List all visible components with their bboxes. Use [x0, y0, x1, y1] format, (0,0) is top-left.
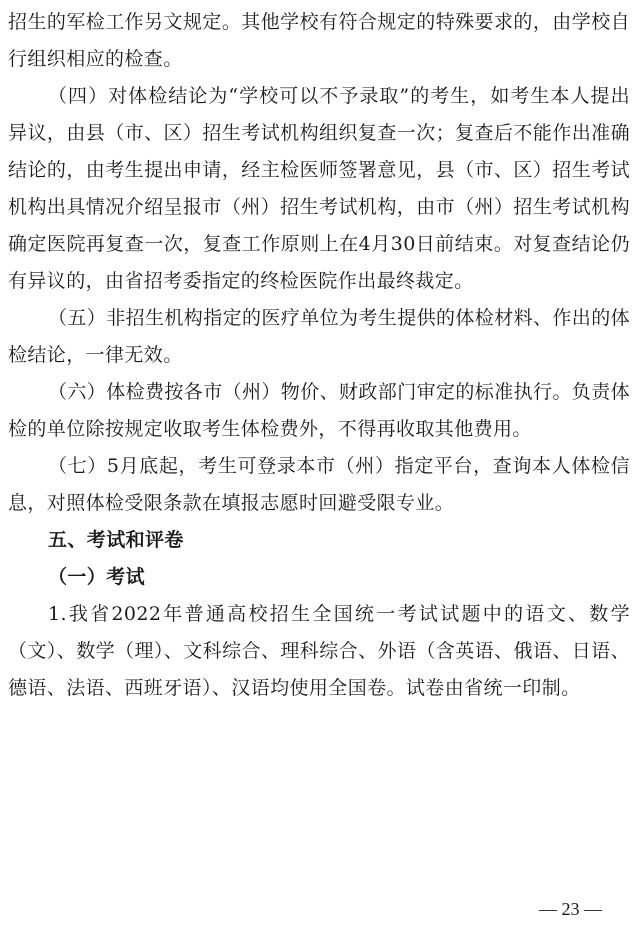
section-heading: 五、考试和评卷 — [48, 529, 184, 551]
paragraph-item-four: （四）对体检结论为“学校可以不予录取”的考生，如考生本人提出异议，由县（市、区）招生考试机构组织复查一次；复查后不能作出准确结论的，由考生提出申请，经主检医师签署意见，县（市、区）招生考试机构出具情况介绍呈报市（州）招生考试机构，由市（州）招生考试机构确定医院再复查一次，复查工作原则上在4月30日前结束。对复查结论仍有异议的，由省招考委指定的终检医院作出最终裁定。 — [8, 85, 630, 292]
paragraph-military-exam: 招生的军检工作另文规定。其他学校有符合规定的特殊要求的，由学校自行组织相应的检查。 — [8, 11, 630, 70]
page-number: — 23 — — [539, 899, 602, 919]
paragraph-item-five: （五）非招生机构指定的医疗单位为考生提供的体检材料、作出的体检结论，一律无效。 — [8, 307, 631, 366]
document-body — [8, 4, 630, 707]
paragraph-exam-papers: 1.我省2022年普通高校招生全国统一考试试题中的语文、数学（文）、数学（理）、文科综合、理科综合、外语（含英语、俄语、日语、德语、法语、西班牙语）、汉语均使用全国卷。试卷由省统一印制。 — [8, 603, 630, 699]
paragraph-item-six: （六）体检费按各市（州）物价、财政部门审定的标准执行。负责体检的单位除按规定收取考生体检费外，不得再收取其他费用。 — [8, 381, 631, 440]
paragraph-item-seven: （七）5月底起，考生可登录本市（州）指定平台，查询本人体检信息，对照体检受限条款在填报志愿时回避受限专业。 — [8, 455, 630, 514]
subsection-heading: （一）考试 — [48, 566, 146, 588]
